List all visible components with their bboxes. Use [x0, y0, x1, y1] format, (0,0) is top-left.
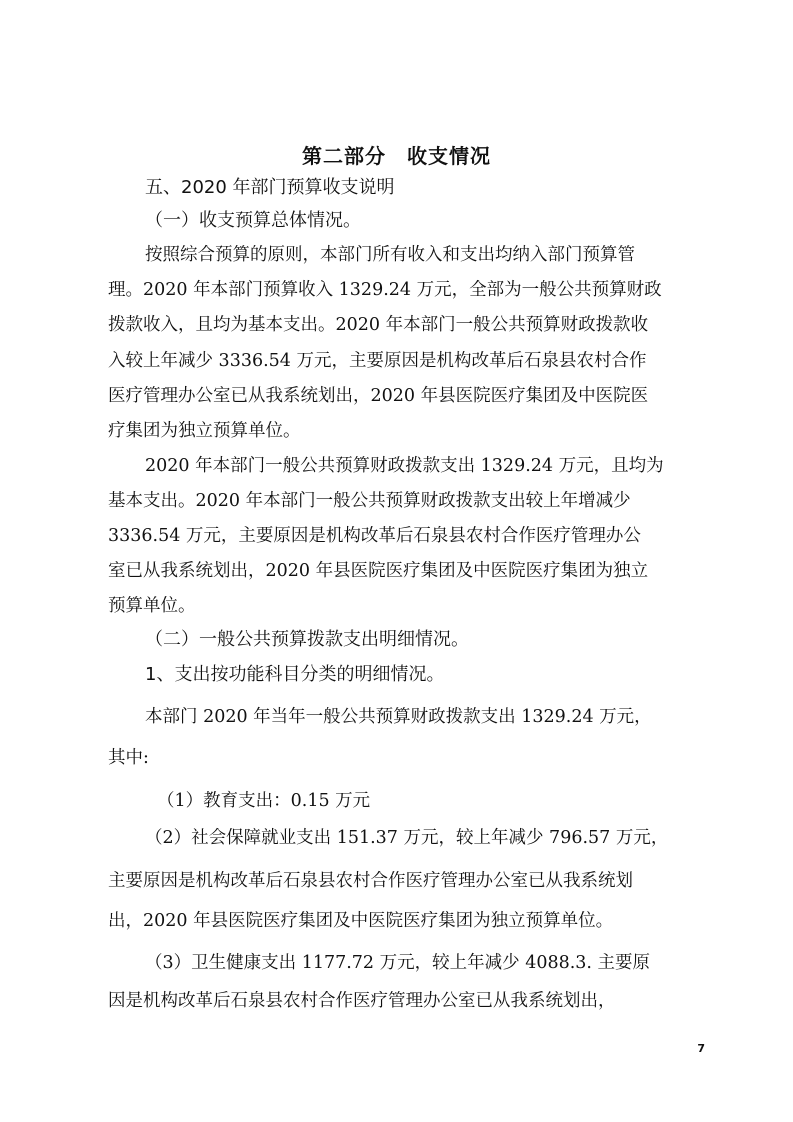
paragraph-line: 本部门 2020 年当年一般公共预算财政拨款支出 1329.24 万元， [145, 707, 652, 727]
heading-budget-explanation: 五、2020 年部门预算收支说明 [145, 177, 395, 198]
paragraph-line: 入较上年减少 3336.54 万元，主要原因是机构改革后石泉县农村合作 [108, 351, 647, 371]
heading-overall: （一）收支预算总体情况。 [145, 210, 361, 231]
heading-expenditure-detail: （二）一般公共预算拨款支出明细情况。 [145, 629, 469, 650]
paragraph-line: 基本支出。2020 年本部门一般公共预算财政拨款支出较上年增减少 [108, 491, 631, 511]
item-education: （1）教育支出：0.15 万元 [157, 791, 371, 811]
page-number: 7 [697, 1042, 705, 1055]
paragraph-line: 室已从我系统划出，2020 年县医院医疗集团及中医院医疗集团为独立 [108, 561, 649, 581]
paragraph-line: 3336.54 万元，主要原因是机构改革后石泉县农村合作医疗管理办公 [108, 526, 641, 546]
paragraph-line: 预算单位。 [108, 596, 196, 616]
paragraph-line: 医疗管理办公室已从我系统划出，2020 年县医院医疗集团及中医院医 [108, 386, 649, 406]
paragraph-line: 其中: [108, 748, 149, 768]
heading-functional-classification: 1、支出按功能科目分类的明细情况。 [145, 664, 445, 685]
paragraph-line: 按照综合预算的原则，本部门所有收入和支出均纳入部门预算管 [145, 245, 635, 265]
paragraph-line: 因是机构改革后石泉县农村合作医疗管理办公室已从我系统划出， [108, 991, 616, 1011]
paragraph-line: 出，2020 年县医院医疗集团及中医院医疗集团为独立预算单位。 [108, 911, 614, 931]
section-title: 第二部分 收支情况 [302, 144, 491, 168]
paragraph-line: 2020 年本部门一般公共预算财政拨款支出 1329.24 万元，且均为 [145, 456, 664, 476]
paragraph-line: 理。2020 年本部门预算收入 1329.24 万元，全部为一般公共预算财政 [108, 280, 662, 300]
paragraph-line: （2）社会保障就业支出 151.37 万元，较上年减少 796.57 万元， [145, 828, 669, 848]
paragraph-line: 拨款收入，且均为基本支出。2020 年本部门一般公共预算财政拨款收 [108, 315, 649, 335]
paragraph-line: 主要原因是机构改革后石泉县农村合作医疗管理办公室已从我系统划 [108, 871, 633, 891]
paragraph-line: （3）卫生健康支出 1177.72 万元，较上年减少 4088.3. 主要原 [145, 953, 651, 973]
paragraph-line: 疗集团为独立预算单位。 [108, 421, 301, 441]
